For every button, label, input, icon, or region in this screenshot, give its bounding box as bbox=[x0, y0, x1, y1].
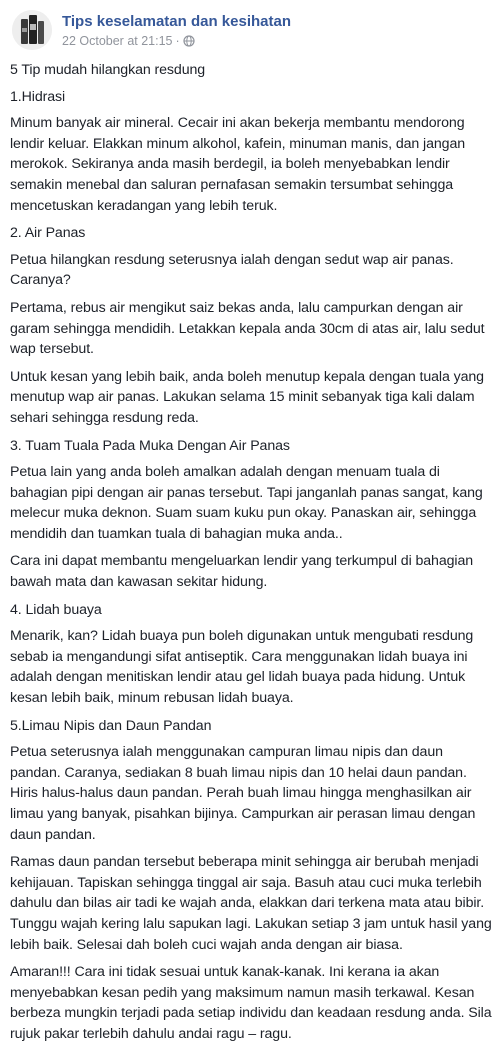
post-header bbox=[12, 10, 488, 54]
paragraph: Cara ini dapat membantu mengeluarkan lendir yang terkumpul di bahagian bawah mata dan kawasan sekitar hidung. bbox=[10, 553, 474, 591]
meta-separator: · bbox=[175, 34, 180, 48]
section-heading-lidah-buaya: 4. Lidah buaya bbox=[10, 601, 102, 618]
paragraph: Ramas daun pandan tersebut beberapa minit sehingga air berubah menjadi kehijauan. Tapiskan sehingga tinggal air saja. Basuh atau cuci muka terlebih dahulu dan bilas air tadi ke wajah anda, elakkan dari terkena mata atau bibir. Tunggu wajah kering lalu sapukan lagi. Lakukan setiap 3 jam untuk hasil yang lebih baik. Selesai dah boleh cuci wajah anda dengan air biasa. bbox=[10, 854, 492, 953]
paragraph: Petua lain yang anda boleh amalkan adalah dengan menuam tuala di bahagian pipi dengan air panas tersebut. Tapi janganlah panas sangat, kang melecur muka deknon. Suam suam kuku pun okay. Panaskan air, sehingga mendidih dan tuamkan tuala di bahagian muka anda.. bbox=[10, 464, 483, 542]
section-heading-hidrasi: 1.Hidrasi bbox=[10, 88, 66, 105]
post-title: 5 Tip mudah hilangkan resdung bbox=[10, 62, 206, 78]
post-meta bbox=[62, 34, 195, 48]
product-bottles-icon bbox=[12, 10, 52, 50]
post-timestamp[interactable]: 22 October at 21:15 bbox=[62, 34, 173, 48]
section-heading-tuam-tuala: 3. Tuam Tuala Pada Muka Dengan Air Panas bbox=[10, 437, 290, 454]
paragraph: Pertama, rebus air mengikut saiz bekas anda, lalu campurkan dengan air garam sehingga mendidih. Letakkan kepala anda 30cm di atas air, lalu sedut wap tersebut. bbox=[10, 299, 485, 358]
paragraph: Petua seterusnya ialah menggunakan campuran limau nipis dan daun pandan. Caranya, sediakan 8 buah limau nipis dan 10 helai daun pandan. Hiris halus-halus daun pandan. Perah buah limau hingga menghasilkan air limau yang banyak, pisahkan bijinya. Campurkan air perasan limau dengan daun pandan. bbox=[10, 744, 476, 843]
section-heading-limau-nipis: 5.Limau Nipis dan Daun Pandan bbox=[10, 717, 212, 734]
paragraph: Untuk kesan yang lebih baik, anda boleh menutup kepala dengan tuala yang menutup wap air panas. Lakukan selama 15 minit sebanyak tiga kali dalam sehari sehingga resdung reda. bbox=[10, 368, 484, 426]
paragraph: Minum banyak air mineral. Cecair ini akan bekerja membantu mendorong lendir keluar. Elakkan minum alkohol, kafein, minuman manis, dan jangan merokok. Sekiranya anda masih berdegil, ia boleh menyebabkan lendir semakin menebal dan saluran pernafasan semakin tersumbat sehingga mencetuskan keradangan yang lebih teruk. bbox=[10, 115, 466, 214]
globe-icon[interactable] bbox=[183, 35, 195, 47]
post-content bbox=[10, 60, 494, 1052]
paragraph: Petua hilangkan resdung seterusnya ialah dengan sedut wap air panas. Caranya? bbox=[10, 251, 454, 289]
page-name-link[interactable]: Tips keselamatan dan kesihatan bbox=[62, 13, 291, 30]
section-heading-air-panas: 2. Air Panas bbox=[10, 225, 86, 242]
page-avatar[interactable] bbox=[12, 10, 52, 50]
warning-paragraph: Amaran!!! Cara ini tidak sesuai untuk kanak-kanak. Ini kerana ia akan menyebabkan kesan pedih yang maksimum namun masih terkawal. Kesan berbeza mungkin terjadi pada setiap individu dan keadaan resdung anda. Sila rujuk pakar terlebih dahulu andai ragu – ragu. bbox=[10, 964, 492, 1042]
paragraph: Menarik, kan? Lidah buaya pun boleh digunakan untuk mengubati resdung sebab ia mengandungi sifat antiseptik. Cara menggunakan lidah buaya ini adalah dengan menitiskan lendir atau gel lidah buaya pada hidung. Untuk kesan lebih baik, minum rebusan lidah buaya. bbox=[10, 628, 474, 707]
